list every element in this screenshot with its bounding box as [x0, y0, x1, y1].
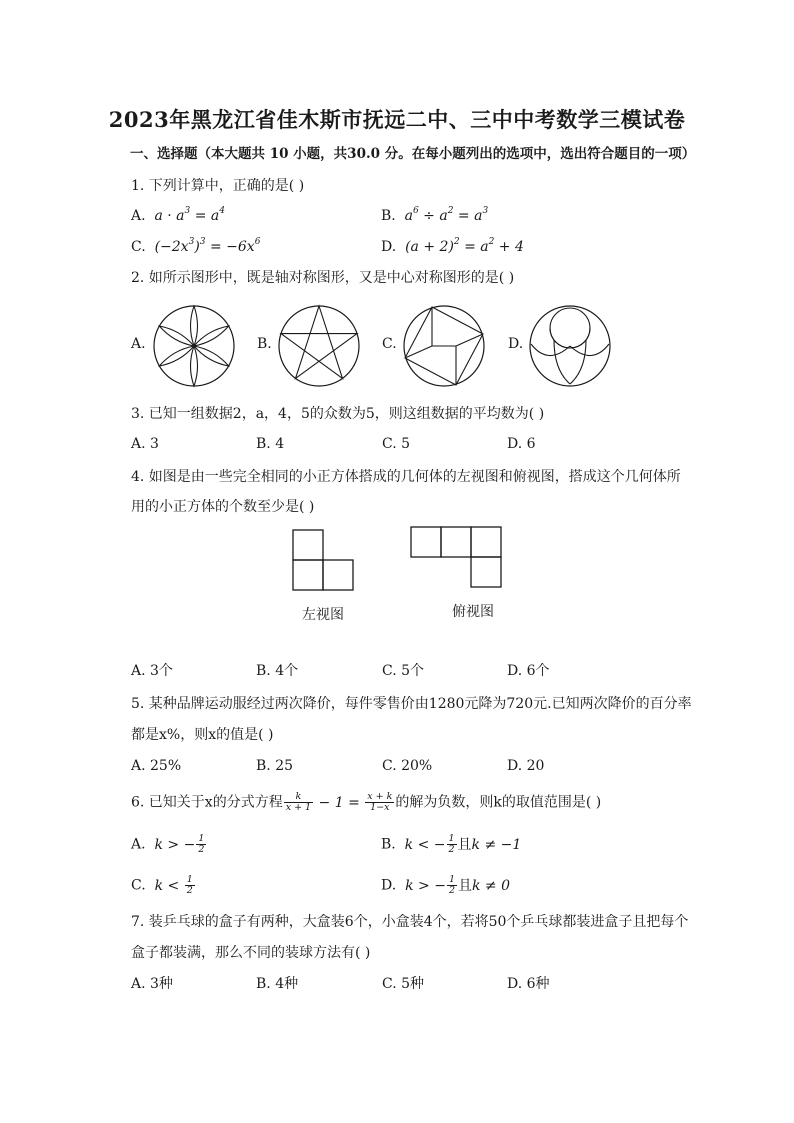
q1-option-b-label: B.: [381, 208, 396, 224]
q2-figure-d-trefoil-circle: [528, 304, 612, 388]
q4-left-view-caption: 左视图: [302, 607, 344, 623]
q4-option-b: B. 4个: [256, 663, 299, 679]
q3-option-d: D. 6: [507, 436, 536, 452]
q1-option-c: [131, 237, 260, 257]
q1-option-c-label: C.: [131, 239, 146, 255]
q1-option-a: [131, 206, 225, 226]
q6-option-c: [131, 875, 196, 896]
question-2-stem: 2. 如所示图形中，既是轴对称图形，又是中心对称图形的是( ): [131, 270, 515, 286]
q5-option-d: D. 20: [507, 758, 545, 774]
q5-option-c: C. 20%: [382, 758, 433, 774]
q6-option-a-label: A.: [131, 836, 146, 853]
question-5-stem-line2: 都是x%，则x的值是( ): [131, 727, 274, 743]
q5-option-b: B. 25: [256, 758, 294, 774]
q6-option-d-formula: k > − $\frac{1}{2}$ 且k ≠ 0: [400, 874, 511, 896]
q6-option-c-label: C.: [131, 877, 146, 894]
q1-option-d-label: D.: [381, 239, 397, 255]
question-5-stem-line1: 5. 某种品牌运动服经过两次降价，每件零售价由1280元降为720元.已知两次降价的百分率: [131, 696, 692, 712]
question-6-stem: [131, 792, 601, 813]
question-4-stem-line2: 用的小正方体的个数至少是( ): [131, 499, 315, 515]
page-title: 2023年黑龙江省佳木斯市抚远二中、三中中考数学三模试卷: [108, 107, 686, 132]
q6-option-c-formula: k < $\frac{1}{2}$: [150, 874, 193, 896]
q1-option-a-label: A.: [131, 208, 146, 224]
q7-option-c: C. 5种: [382, 976, 425, 992]
q4-option-a: A. 3个: [131, 663, 173, 679]
q5-option-a: A. 25%: [131, 758, 182, 774]
q6-stem-post: 的解为负数，则k的取值范围是( ): [395, 794, 602, 811]
q1-option-a-formula: $a \cdot a^3 = a^4$: [150, 206, 225, 224]
q3-option-b: B. 4: [256, 436, 285, 452]
q4-top-view-caption: 俯视图: [452, 604, 494, 620]
q4-top-view-figure: [410, 526, 502, 588]
q1-option-c-formula: $(-2x^3)^3 = -6x^6$: [150, 237, 261, 255]
q6-option-a-formula: k > − $\frac{1}{2}$: [150, 833, 205, 855]
q7-option-d: D. 6种: [507, 976, 550, 992]
q6-option-d-label: D.: [381, 877, 397, 894]
q3-option-c: C. 5: [382, 436, 411, 452]
q2-figure-a-petal-circle: [152, 304, 236, 388]
q6-equation: $\frac{k}{x + 1}$ − 1 = $\frac{x + k}{1-x}$: [285, 791, 393, 813]
q6-option-b: [381, 834, 521, 855]
q4-left-view-figure: [292, 529, 354, 591]
q1-option-d-formula: $(a + 2)^2 = a^2 + 4$: [400, 237, 524, 255]
q6-option-a: [131, 834, 207, 855]
q4-option-d: D. 6个: [507, 663, 550, 679]
q3-option-a: A. 3: [131, 436, 159, 452]
q2-figure-b-star-circle: [277, 304, 361, 388]
question-7-stem-line2: 盒子都装满，那么不同的装球方法有( ): [131, 945, 371, 961]
q1-option-d: [381, 237, 524, 257]
q6-option-d: [381, 875, 510, 896]
q4-option-c: C. 5个: [382, 663, 425, 679]
q6-option-b-label: B.: [381, 836, 396, 853]
section-heading: 一、选择题（本大题共 10 小题，共30.0 分。在每小题列出的选项中，选出符合题目的一项）: [130, 146, 696, 162]
q1-option-b: [381, 206, 488, 226]
q2-option-d-label: D.: [508, 336, 524, 352]
q1-option-b-formula: $a^6 \div a^2 = a^3$: [400, 206, 489, 224]
q2-figure-c-square-circle: [402, 304, 486, 388]
q2-option-b-label: B.: [257, 336, 272, 352]
question-3-stem: 3. 已知一组数据2，a，4，5的众数为5，则这组数据的平均数为( ): [131, 406, 545, 422]
q6-stem-pre: 6. 已知关于x的分式方程: [131, 794, 283, 811]
q7-option-b: B. 4种: [256, 976, 299, 992]
question-4-stem-line1: 4. 如图是由一些完全相同的小正方体搭成的几何体的左视图和俯视图，搭成这个几何体所: [131, 469, 681, 485]
question-1-stem: 1. 下列计算中，正确的是( ): [131, 178, 305, 194]
q2-option-a-label: A.: [131, 336, 146, 352]
q2-option-c-label: C.: [382, 336, 397, 352]
q7-option-a: A. 3种: [131, 976, 173, 992]
question-7-stem-line1: 7. 装乒乓球的盒子有两种，大盒装6个，小盒装4个，若将50个乒乓球都装进盒子且把每个: [131, 914, 689, 930]
q6-option-b-formula: k < − $\frac{1}{2}$ 且k ≠ −1: [400, 833, 522, 855]
